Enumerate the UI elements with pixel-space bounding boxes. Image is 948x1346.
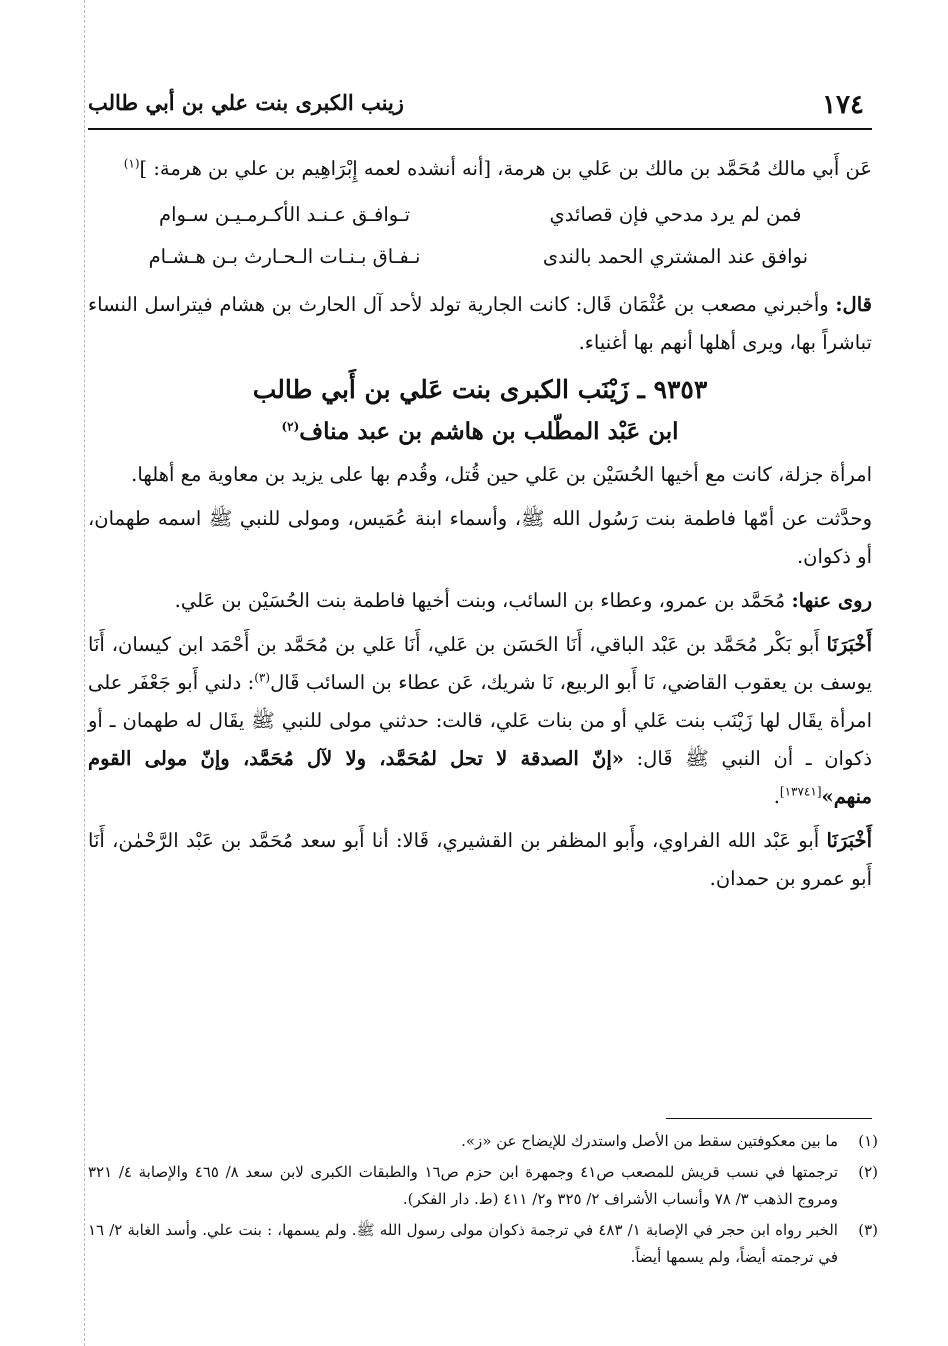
hadith-quote: «إنّ الصدقة لا تحل لمُحَمَّد، ولا لآل مُحَمَّد، وإنّ مولى القوم منهم» bbox=[88, 747, 872, 808]
akhbarana-label: أَخْبَرَنَا bbox=[826, 633, 873, 656]
main-text bbox=[88, 150, 872, 904]
qal-text: وأخبرني مصعب بن عُثْمَان قَال: كانت الجارية تولد لأحد آل الحارث بن هشام فيتراسل النساء تباشراً بها، ويرى أهلها أنهم بها أغنياء. bbox=[88, 293, 872, 354]
isnad-text: أَبو عَبْد الله الفراوي، وأَبو المظفر بن القشيري، قَالا: أنا أَبو سعد مُحَمَّد بن عَبْد الرَّحْمٰن، أَنَا أَبو عمرو بن حمدان. bbox=[88, 829, 872, 890]
running-header bbox=[88, 88, 872, 124]
poem-hemistich-right: فمن لم يرد مدحي فإن قصائدي bbox=[549, 203, 802, 226]
footnote-ref-3: (٣) bbox=[254, 670, 271, 685]
page-edge-line bbox=[84, 0, 85, 1346]
footnotes bbox=[88, 1128, 878, 1275]
body-paragraph-3 bbox=[88, 582, 872, 620]
entry-subtitle bbox=[88, 412, 872, 452]
footnote-number: (١) bbox=[858, 1132, 878, 1150]
running-title: زينب الكبرى بنت علي بن أبي طالب bbox=[88, 90, 404, 115]
footnote-number: (٢) bbox=[858, 1163, 878, 1181]
hadith-end: . bbox=[773, 785, 780, 808]
hadith-text: : دلني أَبو جَعْفَر على امرأة يقَال لها زَيْنَب بنت عَلي أو من بنات عَلي، قالت: حدثني مولى للنبي ﷺ يقَال له طهمان ـ أو ذكوان ـ أن النبي ﷺ قَال: bbox=[88, 671, 872, 770]
footnote-number: (٣) bbox=[858, 1221, 878, 1239]
body-paragraph-4 bbox=[88, 626, 872, 816]
hadith-number: [١٣٧٤١] bbox=[779, 784, 822, 799]
footnote bbox=[88, 1217, 878, 1271]
qal-label: قال: bbox=[835, 293, 872, 316]
footnote-ref-1: (١) bbox=[123, 156, 140, 171]
body-paragraph-1: امرأة جزلة، كانت مع أخيها الحُسَيْن بن عَلي حين قُتل، وقُدم بها على يزيد بن معاوية مع أهلها. bbox=[131, 463, 872, 486]
footnote-rule bbox=[666, 1118, 872, 1119]
poem-hemistich-left: نـفـاق بـنـات الـحـارث بـن هـشـام bbox=[148, 245, 421, 268]
poem-line bbox=[118, 196, 842, 234]
poem-hemistich-right: نوافق عند المشتري الحمد بالندى bbox=[542, 245, 809, 268]
footnote bbox=[88, 1128, 878, 1155]
akhbarana-label: أَخْبَرَنَا bbox=[826, 829, 872, 852]
body-paragraph-2: وحدَّثت عن أمّها فاطمة بنت رَسُول الله ﷺ، وأسماء ابنة عُمَيس، ومولى للنبي ﷺ اسمه طهمان، أو ذكوان. bbox=[88, 507, 872, 568]
poem-line bbox=[118, 238, 842, 276]
entry-title: ٩٣٥٣ ـ زَيْنَب الكبرى بنت عَلي بن أَبي طالب bbox=[252, 375, 708, 404]
footnote-text: ما بين معكوفتين سقط من الأصل واستدرك للإيضاح عن «ز». bbox=[461, 1132, 838, 1150]
footnote bbox=[88, 1159, 878, 1213]
footnote-text: ترجمتها في نسب قريش للمصعب ص٤١ وجمهرة ابن حزم ص١٦ والطبقات الكبرى لابن سعد ٨/ ٤٦٥ والإصابة ٤/ ٣٢١ ومروج الذهب ٣/ ٧٨ وأنساب الأشراف ٢/ ٣٢٥ و٢/ ٤١١ (ط. دار الفكر). bbox=[88, 1163, 839, 1208]
header-rule bbox=[88, 128, 872, 130]
footnote-text: الخبر رواه ابن حجر في الإصابة ١/ ٤٨٣ في ترجمة ذكوان مولى رسول الله ﷺ. ولم يسمها، : بنت علي. وأسد الغابة ٢/ ١٦ في ترجمته أيضاً، ولم يسمها أيضاً. bbox=[88, 1221, 838, 1266]
entry-subtitle-text: ابن عَبْد المطّلب بن هاشم بن عبد مناف bbox=[299, 418, 679, 445]
poem bbox=[118, 196, 842, 276]
isnad-text: أَبو بَكْر مُحَمَّد بن عَبْد الباقي، أَنَا الحَسَن بن عَلي، أَنَا عَلي بن مُحَمَّد بن أَحْمَد ابن كيسان، أَنَا يوسف بن يعقوب القاضي، نَا أَبو الربيع، نَا شريك، عَن عطاء بن السائب قَال bbox=[88, 633, 872, 694]
intro-paragraph bbox=[88, 150, 872, 188]
intro-text: عَن أَبي مالك مُحَمَّد بن مالك بن عَلي بن هرمة، [أنه أنشده لعمه إِبْرَاهِيم بن علي بن هرمة: ] bbox=[139, 157, 872, 180]
body-paragraph-5 bbox=[88, 822, 872, 898]
qal-paragraph bbox=[88, 286, 872, 362]
page-number: ١٧٤ bbox=[822, 90, 864, 120]
narrators-label: روى عنها: bbox=[791, 589, 872, 612]
poem-hemistich-left: تـوافـق عـنـد الأكـرمـيـن سـوام bbox=[159, 203, 410, 226]
narrators-text: مُحَمَّد بن عمرو، وعطاء بن السائب، وبنت أخيها فاطمة بنت الحُسَيْن بن عَلي. bbox=[174, 589, 792, 612]
footnote-ref-2: (٢) bbox=[281, 419, 300, 434]
